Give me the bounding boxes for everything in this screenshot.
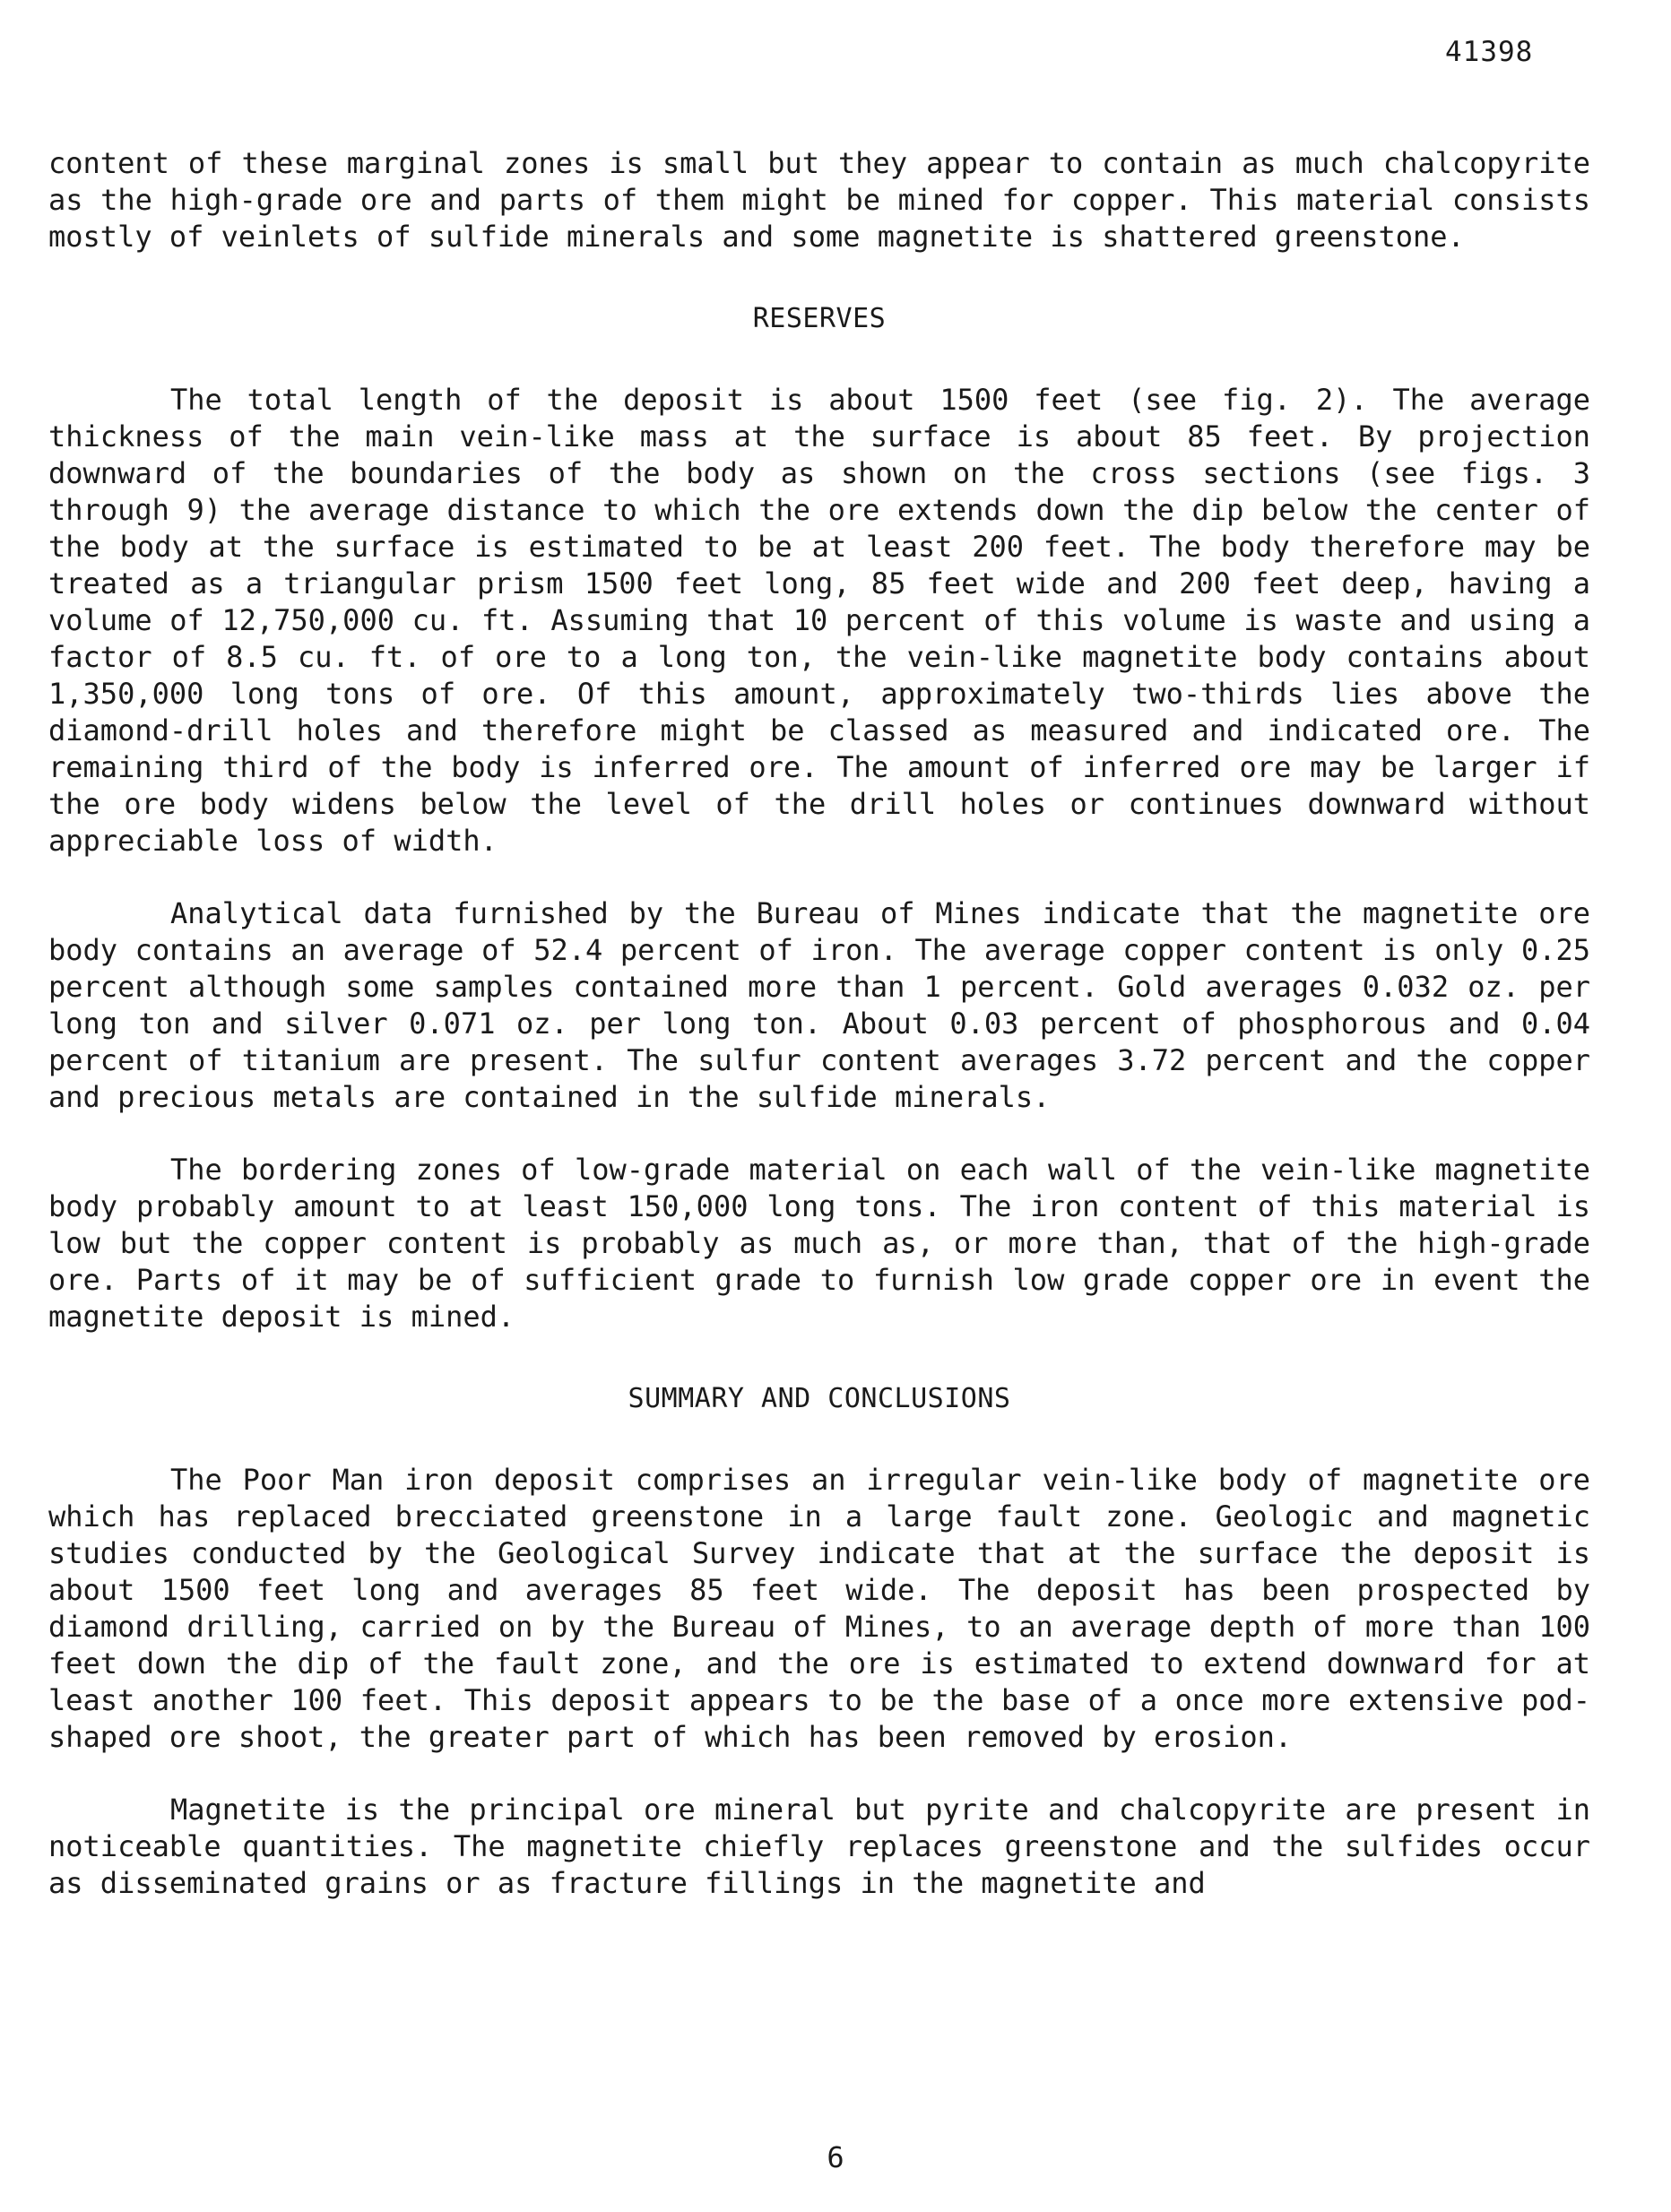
document-body: [48, 145, 1590, 1902]
summary-paragraph-1: The Poor Man iron deposit comprises an irregular vein-like body of magnetite ore which has replaced brecciated greenstone in a large fault zone. Geologic and magnetic studies conducted by the Geological Survey indicate that at the surface the deposit is about 1500 feet long and averages 85 feet wide. The deposit has been prospected by diamond drilling, carried on by the Bureau of Mines, to an average depth of more than 100 feet down the dip of the fault zone, and the ore is estimated to extend downward for at least another 100 feet. This deposit appears to be the base of a once more extensive pod-shaped ore shoot, the greater part of which has been removed by erosion.: [48, 1463, 1590, 1754]
spacer: [48, 1116, 1590, 1152]
summary-paragraph-2: Magnetite is the principal ore mineral but pyrite and chalcopyrite are present in noticeable quantities. The magnetite chiefly replaces greenstone and the sulfides occur as disseminated grains or as fracture fillings in the magnetite and: [48, 1793, 1590, 1900]
spacer: [48, 860, 1590, 895]
page-number: 6: [827, 2140, 844, 2174]
spacer: [48, 1417, 1590, 1462]
reserves-heading: RESERVES: [752, 303, 887, 334]
reserves-paragraph-1: The total length of the deposit is about 1500 feet (see fig. 2). The average thickness of the main vein-like mass at the surface is about 85 feet. By projection downward of the boundaries of the body as shown on the cross sections (see figs. 3 through 9) the average distance to which the ore extends down the dip below the center of the body at the surface is estimated to be at least 200 feet. The body therefore may be treated as a triangular prism 1500 feet long, 85 feet wide and 200 feet deep, having a volume of 12,750,000 cu. ft. Assuming that 10 percent of this volume is waste and using a factor of 8.5 cu. ft. of ore to a long ton, the vein-like magnetite body contains about 1,350,000 long tons of ore. Of this amount, approximately two-thirds lies above the diamond-drill holes and therefore might be classed as measured and indicated ore. The remaining third of the body is inferred ore. The amount of inferred ore may be larger if the ore body widens below the level of the drill holes or continues downward without appreciable loss of width.: [48, 383, 1590, 858]
spacer: [48, 1335, 1590, 1380]
intro-paragraph: content of these marginal zones is small but they appear to contain as much chalcopyrite as the high-grade ore and parts of them might be mined for copper. This material consists mostly of veinlets of sulfide minerals and some magnetite is shattered greenstone.: [48, 146, 1590, 254]
spacer: [48, 1756, 1590, 1792]
spacer: [48, 255, 1590, 300]
spacer: [48, 337, 1590, 382]
reserves-paragraph-3: The bordering zones of low-grade material on each wall of the vein-like magnetite body probably amount to at least 150,000 long tons. The iron content of this material is low but the copper content is probably as much as, or more than, that of the high-grade ore. Parts of it may be of sufficient grade to furnish low grade copper ore in event the magnetite deposit is mined.: [48, 1153, 1590, 1334]
summary-heading: SUMMARY AND CONCLUSIONS: [628, 1383, 1011, 1414]
document-number: 41398: [1445, 36, 1534, 68]
reserves-paragraph-2: Analytical data furnished by the Bureau of Mines indicate that the magnetite ore body contains an average of 52.4 percent of iron. The average copper content is only 0.25 percent although some samples contained more than 1 percent. Gold averages 0.032 oz. per long ton and silver 0.071 oz. per long ton. About 0.03 percent of phosphorous and 0.04 percent of titanium are present. The sulfur content averages 3.72 percent and the copper and precious metals are contained in the sulfide minerals.: [48, 896, 1590, 1114]
